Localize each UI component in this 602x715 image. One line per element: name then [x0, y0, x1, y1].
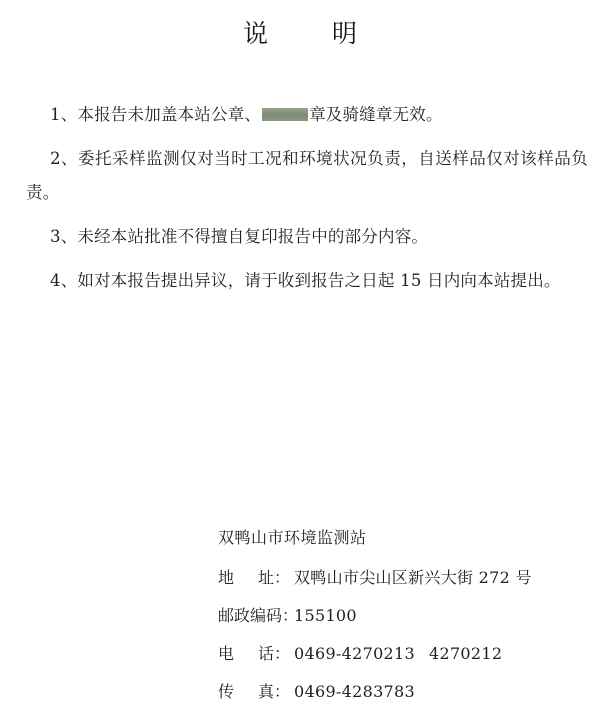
contact-value-postcode: 155100 [294, 606, 357, 625]
note-text-1b: 章及骑缝章无效。 [309, 105, 443, 124]
note-item-1 [26, 98, 588, 132]
contact-value-fax: 0469-4283783 [294, 682, 415, 701]
contact-value-address: 双鸭山市尖山区新兴大街 272 号 [294, 568, 532, 587]
note-item-2 [26, 142, 588, 210]
contact-row-phone [218, 635, 532, 673]
redaction-mark [262, 108, 308, 121]
note-text-4: 如对本报告提出异议，请于收到报告之日起 15 日内向本站提出。 [77, 271, 561, 290]
note-number-3: 3、 [50, 227, 78, 246]
page-title [0, 14, 602, 50]
note-number-4: 4、 [50, 271, 78, 290]
note-text-2: 委托采样监测仅对当时工况和环境状况负责，自送样品仅对该样品负责。 [26, 149, 589, 202]
contact-value-phone: 0469-4270213 4270212 [294, 644, 503, 663]
note-item-4 [26, 264, 588, 298]
contact-label-fax: 传 真： [218, 682, 291, 701]
contact-label-address: 地 址： [218, 568, 291, 587]
contact-row-fax [218, 673, 532, 711]
contact-label-postcode: 邮政编码： [218, 606, 299, 625]
notes-list [0, 98, 602, 298]
organization-name: 双鸭山市环境监测站 [218, 528, 367, 547]
note-text-1a: 本报告未加盖本站公章、 [77, 105, 262, 124]
note-text-3: 未经本站批准不得擅自复印报告中的部分内容。 [77, 227, 429, 246]
contact-value-phone-secondary: 4270212 [428, 644, 503, 663]
note-number-1: 1、 [50, 105, 78, 124]
contact-label-phone: 电 话： [218, 644, 291, 663]
page-title-char-1: 说 [242, 19, 270, 48]
document-page [0, 14, 602, 715]
contact-row-postcode [218, 597, 532, 635]
note-item-3 [26, 220, 588, 254]
page-title-char-2: 明 [332, 19, 360, 48]
note-number-2: 2、 [50, 149, 79, 168]
contact-block [218, 519, 532, 711]
contact-row-address [218, 559, 532, 597]
